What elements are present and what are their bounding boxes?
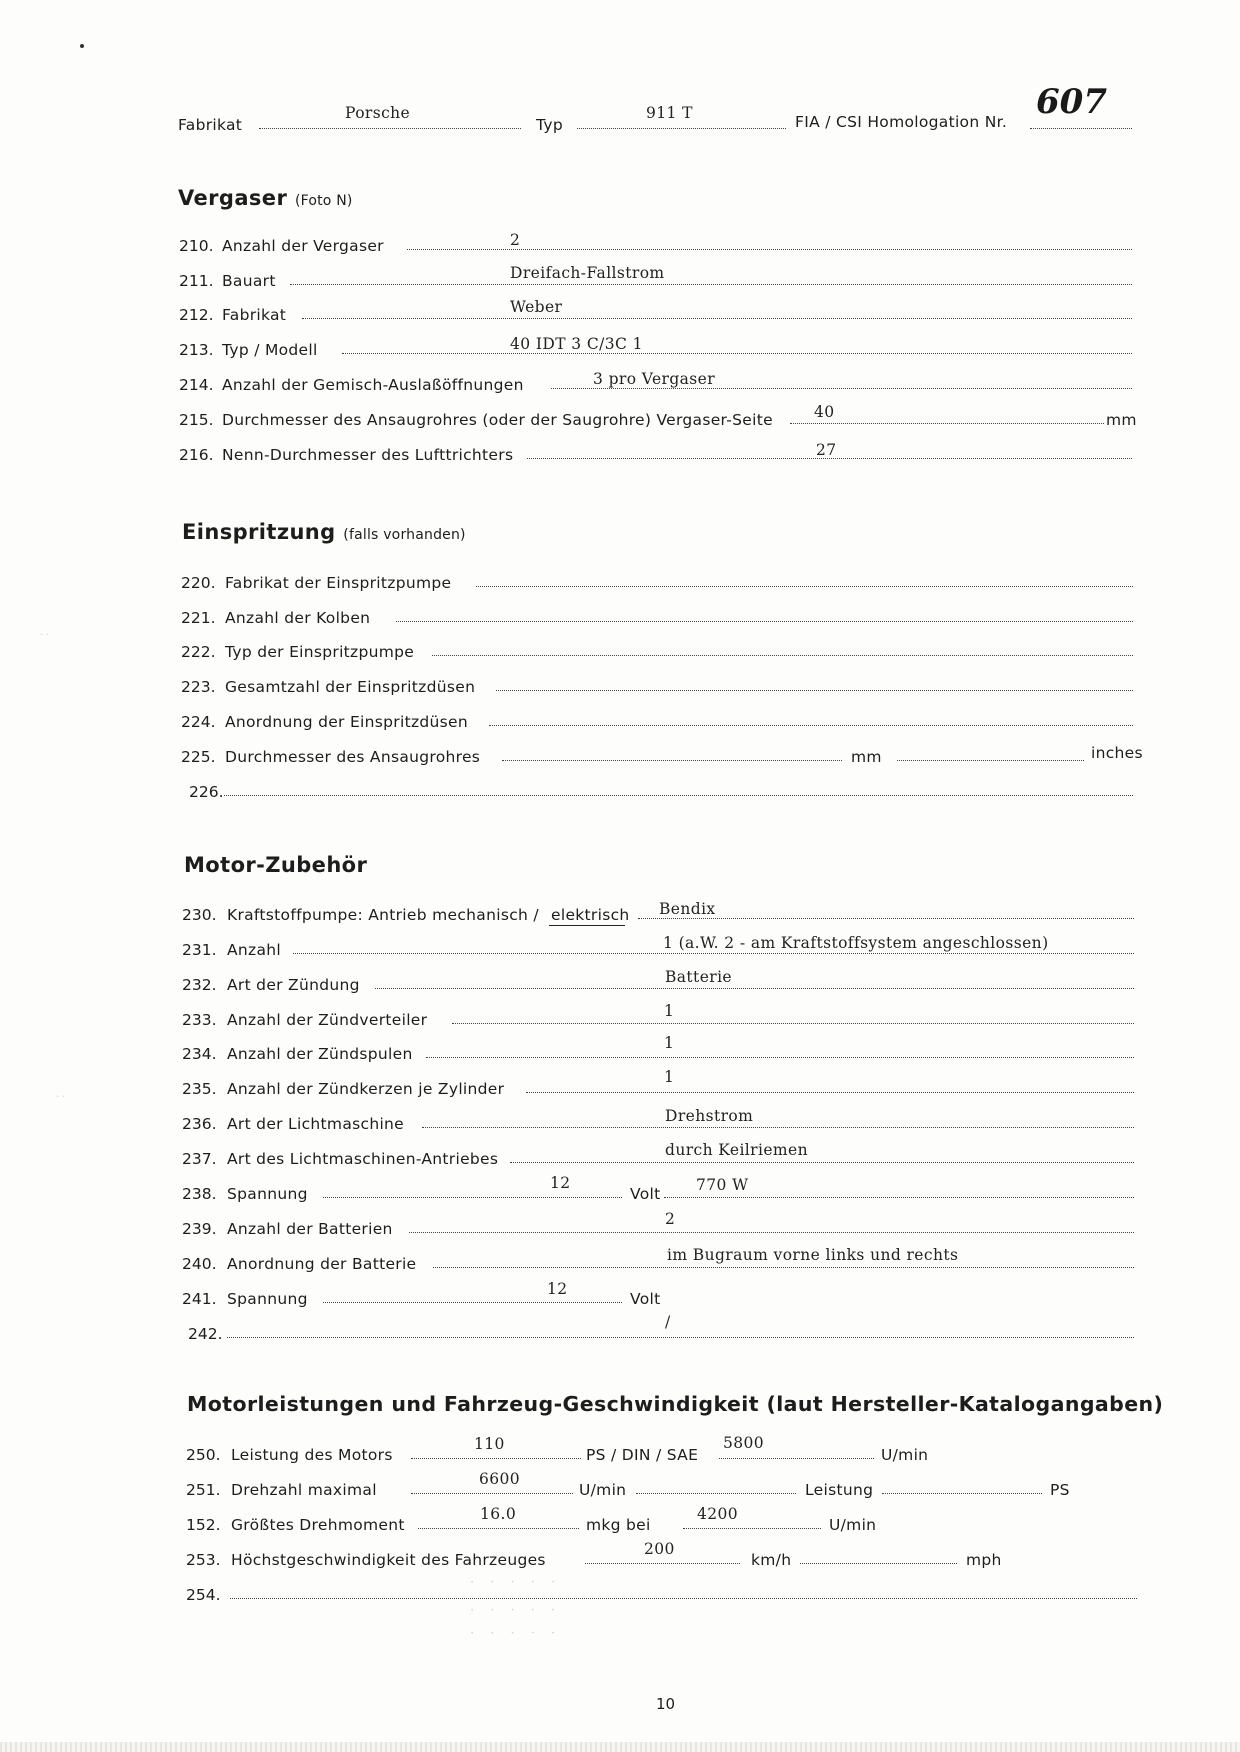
row-value: Bendix [659, 900, 716, 918]
row-number: 241. [182, 1290, 217, 1308]
row-label: Anzahl der Vergaser [222, 237, 384, 255]
row-value-2: 4200 [697, 1505, 739, 1523]
row-fill-line [422, 1127, 1134, 1128]
section-title-vergaser [178, 186, 353, 210]
row-value: 200 [644, 1540, 675, 1558]
row-value: Batterie [665, 968, 733, 986]
row-unit-2: U/min [829, 1516, 877, 1534]
row-number: 221. [181, 609, 216, 627]
scan-noise-mark: · · · · · [470, 1626, 562, 1641]
row-value: im Bugraum vorne links und rechts [667, 1246, 959, 1264]
row-fill-line [302, 318, 1132, 319]
row-label: Nenn-Durchmesser des Lufttrichters [222, 446, 514, 464]
row-unit: mkg bei [586, 1516, 651, 1534]
row-label: Anzahl der Zündspulen [227, 1045, 413, 1063]
underline-mark [549, 925, 625, 926]
row-number: 242. [188, 1325, 223, 1343]
row-fill-line [227, 1337, 1134, 1338]
row-value: Dreifach-Fallstrom [510, 264, 665, 282]
row-number: 231. [182, 941, 217, 959]
row-fill-line [411, 1493, 573, 1494]
row-value: 40 IDT 3 C/3C 1 [510, 335, 643, 353]
row-unit: Volt [630, 1185, 661, 1203]
row-value: 12 [550, 1174, 571, 1192]
row-label: Fabrikat der Einspritzpumpe [225, 574, 452, 592]
row-label: Leistung des Motors [231, 1446, 393, 1464]
row-fill-line [432, 655, 1133, 656]
row-label: Fabrikat [222, 306, 287, 324]
scan-noise-mark: · · · · · [470, 1603, 562, 1618]
row-value: 12 [547, 1280, 568, 1298]
row-value: 2 [510, 231, 521, 249]
row-fill-line [476, 586, 1133, 587]
row-fill-line [224, 795, 1133, 796]
row-label: Typ der Einspritzpumpe [225, 643, 415, 661]
einspritzung-title: Einspritzung [182, 520, 336, 544]
row-fill-line [502, 760, 842, 761]
row-value: 1 [664, 1002, 675, 1020]
row-unit: inches [1091, 744, 1143, 762]
row-value: 2 [665, 1210, 676, 1228]
homologation-label: FIA / CSI Homologation Nr. [795, 113, 1008, 131]
row-label: Spannung [227, 1185, 308, 1203]
row-number: 253. [186, 1551, 221, 1569]
fabrikat-value: Porsche [345, 104, 411, 122]
row-number: 239. [182, 1220, 217, 1238]
row-label: Art des Lichtmaschinen-Antriebes [227, 1150, 499, 1168]
row-number: 223. [181, 678, 216, 696]
row-label: Anzahl der Batterien [227, 1220, 393, 1238]
row-number: 152. [186, 1516, 221, 1534]
row-fill-line [418, 1528, 579, 1529]
row-number: 215. [179, 411, 214, 429]
row-fill-line [897, 760, 1084, 761]
row-unit: U/min [579, 1481, 627, 1499]
row-value: 16.0 [480, 1505, 517, 1523]
scan-noise-mark: ·· [56, 1090, 67, 1103]
row-unit: mm [1106, 411, 1137, 429]
row-number: 233. [182, 1011, 217, 1029]
row-fill-line [551, 388, 1132, 389]
row-fill-line [426, 1057, 1134, 1058]
row-value-2: 770 W [696, 1176, 749, 1194]
row-fill-line [323, 1197, 622, 1198]
row-label: Anzahl [227, 941, 281, 959]
vergaser-subtitle: (Foto N) [294, 193, 353, 209]
homologation-number: 607 [1036, 82, 1107, 122]
row-label: Größtes Drehmoment [231, 1516, 405, 1534]
row-value: 110 [474, 1435, 505, 1453]
row-fill-line [636, 1493, 796, 1494]
row-value: 40 [814, 403, 835, 421]
row-label: Anzahl der Zündverteiler [227, 1011, 428, 1029]
row-unit: mm [851, 748, 882, 766]
row-label: Bauart [222, 272, 276, 290]
row-value: / [665, 1313, 671, 1331]
row-number: 250. [186, 1446, 221, 1464]
row-fill-line [375, 988, 1134, 989]
row-number: 251. [186, 1481, 221, 1499]
row-value: Weber [510, 298, 563, 316]
scan-noise-mark: ·· [40, 628, 51, 641]
row-value: 1 [664, 1068, 675, 1086]
row-number: 216. [179, 446, 214, 464]
page-number: 10 [656, 1695, 676, 1713]
row-label: Gesamtzahl der Einspritzdüsen [225, 678, 476, 696]
row-label-underlined: elektrisch [551, 906, 630, 924]
row-value: 27 [816, 441, 837, 459]
row-number: 226. [189, 783, 224, 801]
row-fill-line [719, 1458, 874, 1459]
row-number: 210. [179, 237, 214, 255]
row-number: 240. [182, 1255, 217, 1273]
row-fill-line [396, 621, 1133, 622]
row-number: 235. [182, 1080, 217, 1098]
row-number: 224. [181, 713, 216, 731]
scan-edge-strip [0, 1742, 1240, 1752]
row-fill-line [790, 423, 1104, 424]
row-number: 225. [181, 748, 216, 766]
row-value: 3 pro Vergaser [593, 370, 716, 388]
row-unit-2: U/min [881, 1446, 929, 1464]
row-number: 230. [182, 906, 217, 924]
row-number: 211. [179, 272, 214, 290]
section-title-motorleistungen: Motorleistungen und Fahrzeug-Geschwindigkeit (laut Hersteller-Katalogangaben) [187, 1392, 1164, 1416]
scan-dot [80, 44, 84, 48]
typ-fill-line [577, 128, 786, 129]
row-label: Art der Lichtmaschine [227, 1115, 405, 1133]
row-fill-line [452, 1023, 1134, 1024]
row-fill-line [496, 690, 1133, 691]
row-fill-line [526, 1092, 1134, 1093]
row-label: Anordnung der Batterie [227, 1255, 417, 1273]
row-label: Kraftstoffpumpe: Antrieb mechanisch / [227, 906, 539, 924]
row-number: 254. [186, 1586, 221, 1604]
row-label: Durchmesser des Ansaugrohres [225, 748, 481, 766]
row-fill-line [409, 1232, 1134, 1233]
row-value: Drehstrom [665, 1107, 754, 1125]
row-fill-line [230, 1598, 1137, 1599]
row-value-2: 5800 [723, 1434, 765, 1452]
row-label: Spannung [227, 1290, 308, 1308]
row-label: Anzahl der Zündkerzen je Zylinder [227, 1080, 505, 1098]
einspritzung-subtitle: (falls vorhanden) [343, 527, 466, 543]
row-label: Anzahl der Gemisch-Auslaßöffnungen [222, 376, 524, 394]
row-number: 212. [179, 306, 214, 324]
row-unit-2: mph [966, 1551, 1002, 1569]
homologation-fill-line [1030, 128, 1132, 129]
row-label: Höchstgeschwindigkeit des Fahrzeuges [231, 1551, 546, 1569]
row-number: 220. [181, 574, 216, 592]
row-fill-line [585, 1563, 740, 1564]
row-value: 6600 [479, 1470, 521, 1488]
row-number: 234. [182, 1045, 217, 1063]
row-fill-line [290, 284, 1132, 285]
row-number: 236. [182, 1115, 217, 1133]
row-value: 1 [664, 1034, 675, 1052]
row-fill-line [882, 1493, 1042, 1494]
row-number: 214. [179, 376, 214, 394]
typ-label: Typ [536, 116, 563, 134]
row-value: 1 (a.W. 2 - am Kraftstoffsystem angeschlossen) [663, 934, 1049, 952]
row-fill-line [489, 725, 1133, 726]
row-unit: PS / DIN / SAE [586, 1446, 699, 1464]
row-unit: km/h [751, 1551, 792, 1569]
typ-value: 911 T [646, 104, 693, 122]
row-number: 213. [179, 341, 214, 359]
section-title-einspritzung [182, 520, 466, 544]
row-fill-line [510, 1162, 1134, 1163]
row-unit: Volt [630, 1290, 661, 1308]
row-label: Anzahl der Kolben [225, 609, 371, 627]
vergaser-title: Vergaser [178, 186, 288, 210]
row-number: 222. [181, 643, 216, 661]
row-number: 237. [182, 1150, 217, 1168]
row-fill-line [342, 353, 1132, 354]
row-fill-line [323, 1302, 622, 1303]
row-fill-line [433, 1267, 1134, 1268]
row-fill-line [664, 1197, 1134, 1198]
row-unit-2: PS [1050, 1481, 1070, 1499]
row-value: durch Keilriemen [665, 1141, 808, 1159]
fabrikat-label: Fabrikat [178, 116, 243, 134]
row-fill-line [683, 1528, 821, 1529]
row-label: Anordnung der Einspritzdüsen [225, 713, 468, 731]
row-fill-line [800, 1563, 957, 1564]
row-label-2: Leistung [805, 1481, 874, 1499]
row-fill-line [411, 1458, 581, 1459]
fabrikat-fill-line [259, 128, 521, 129]
row-label: Art der Zündung [227, 976, 360, 994]
row-label: Drehzahl maximal [231, 1481, 377, 1499]
row-fill-line [407, 249, 1132, 250]
row-number: 232. [182, 976, 217, 994]
section-title-motor-zubehoer: Motor-Zubehör [184, 853, 368, 877]
row-fill-line [638, 918, 1134, 919]
row-label: Typ / Modell [222, 341, 318, 359]
row-number: 238. [182, 1185, 217, 1203]
row-fill-line [293, 953, 1134, 954]
row-label: Durchmesser des Ansaugrohres (oder der Saugrohre) Vergaser-Seite [222, 411, 773, 429]
scan-noise-mark: · · · · · [470, 1575, 562, 1590]
